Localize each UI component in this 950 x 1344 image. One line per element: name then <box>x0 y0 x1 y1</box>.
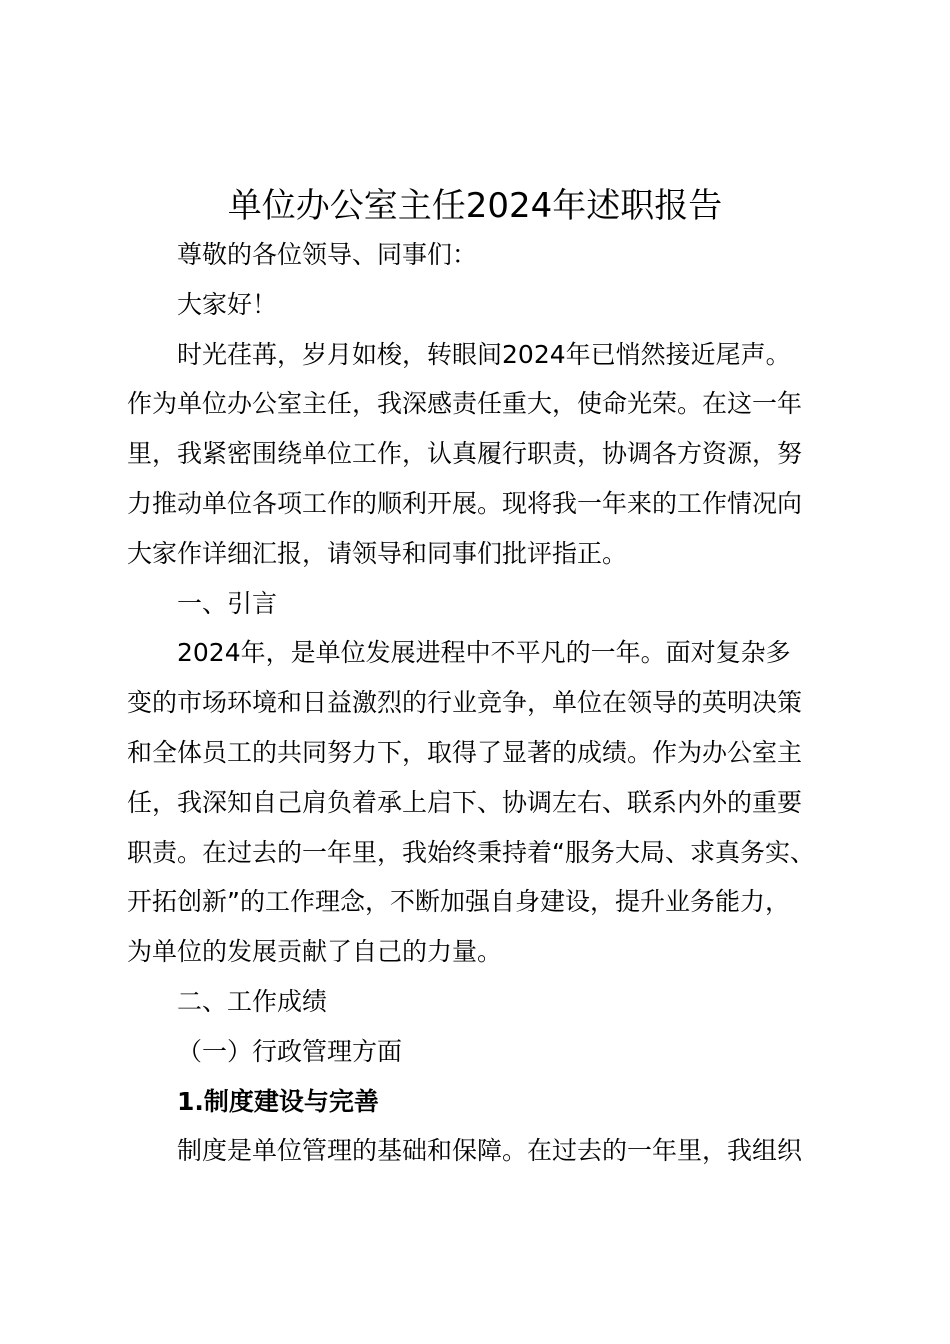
text-line: 二、工作成绩 <box>177 986 328 1016</box>
text-line: 一、引言 <box>177 588 278 618</box>
text-line: 尊敬的各位领导、同事们： <box>177 240 478 269</box>
text-line: 任，我深知自己肩负着承上启下、协调左右、联系内外的重要 <box>127 787 803 817</box>
opening-paragraph <box>127 330 847 579</box>
salutation-paragraph <box>127 230 847 280</box>
text-line: （一）行政管理方面 <box>177 1036 403 1066</box>
text-line: 力推动单位各项工作的顺利开展。现将我一年来的工作情况向 <box>127 488 803 518</box>
text-line: 变的市场环境和日益激烈的行业竞争，单位在领导的英明决策 <box>127 688 803 718</box>
greeting-paragraph <box>127 280 847 330</box>
section-heading-introduction <box>127 579 847 629</box>
text-line: 为单位的发展贡献了自己的力量。 <box>127 937 503 967</box>
text-line: 时光荏苒，岁月如梭，转眼间2024年已悄然接近尾声。 <box>177 339 791 369</box>
text-line: 和全体员工的共同努力下，取得了显著的成绩。作为办公室主 <box>127 737 803 767</box>
section-heading-achievements <box>127 977 847 1027</box>
text-line: 2024年，是单位发展进程中不平凡的一年。面对复杂多 <box>177 638 791 668</box>
system-building-paragraph <box>127 1126 847 1176</box>
text-line: 职责。在过去的一年里，我始终秉持着“服务大局、求真务实、 <box>127 837 815 867</box>
item-heading-system-building <box>127 1077 847 1127</box>
introduction-paragraph <box>127 628 847 977</box>
text-line: 作为单位办公室主任，我深感责任重大，使命光荣。在这一年 <box>127 389 803 419</box>
document-body <box>127 230 847 1176</box>
text-line: 大家好！ <box>177 289 278 319</box>
text-line: 开拓创新”的工作理念，不断加强自身建设，提升业务能力， <box>127 887 790 917</box>
subsection-heading-administration <box>127 1027 847 1077</box>
text-line: 1.制度建设与完善 <box>177 1086 379 1116</box>
document-title: 单位办公室主任2024年述职报告 <box>227 186 723 226</box>
text-line: 制度是单位管理的基础和保障。在过去的一年里，我组织 <box>177 1136 803 1166</box>
text-line: 里，我紧密围绕单位工作，认真履行职责，协调各方资源，努 <box>127 439 803 469</box>
text-line: 大家作详细汇报，请领导和同事们批评指正。 <box>127 538 628 568</box>
